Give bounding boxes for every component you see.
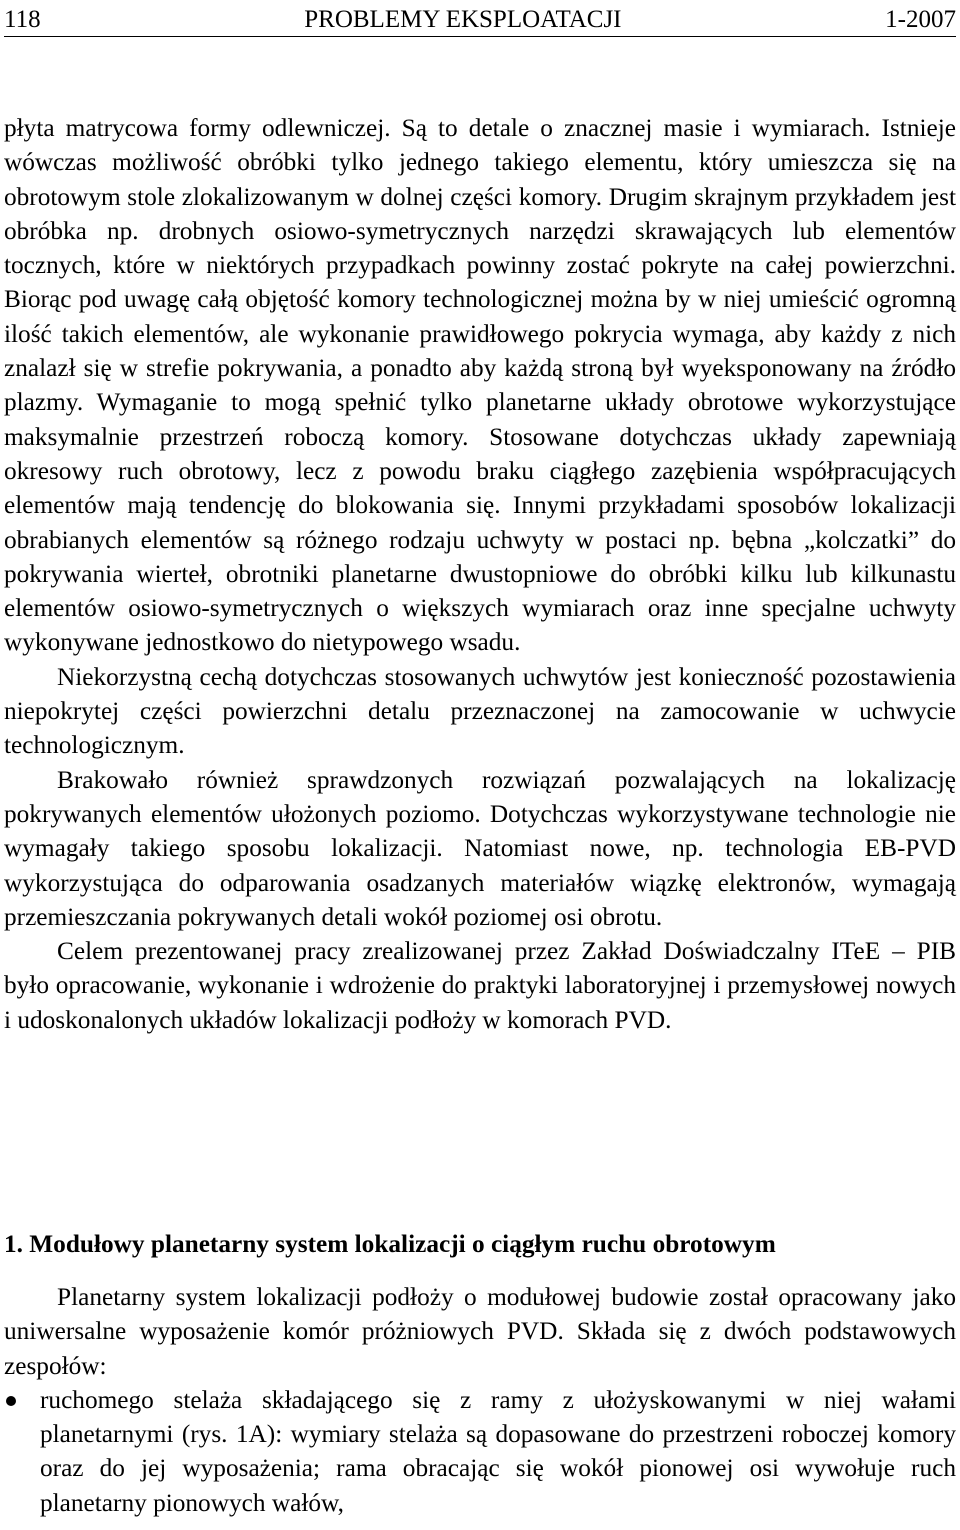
paragraph-5: Planetarny system lokalizacji podłoży o modułowej budowie został opracowany jako uniwersalne wyposażenie komór próżniowych PVD. Składa się z dwóch podstawowych zespołów: [4,1283,956,1380]
paragraph-1-serif-b: Biorąc pod uwagę całą objętość komory technologicznej można by w niej umieścić ogromną ilość takich elementów, ale wykonanie prawidłowego pokrycia wymaga, aby każdy z nich znalazł się w strefie pokrywania, a ponadto aby każdą stroną był wyeksponowany na źródło plazmy. Wymaganie to mogą spełnić tylko planetarne układy obrotowe wykorzystujące maksymalnie przestrzeń roboczą komory. Stosowane dotychczas układy zapewniają okresowy ruch obrotowy, lecz z powodu braku ciągłego zazębienia współpracujących elementów mają tendencję do blokowania się. Innymi przykładami sposobów lokalizacji obrabianych elementów są różnego rodzaju uchwyty w postaci np. bębna „kolczatki” do pokrywania wierteł, obrotniki planetarne dwustopniowe do obróbki kilku lub kilkunastu elementów osiowo-symetrycznych o większych wymiarach oraz inne specjalne uchwyty wykonywane jednostkowo do nietypowego wsadu. [4,285,956,657]
paragraph-4: Celem prezentowanej pracy zrealizowanej przez Zakład Doświadczalny ITeE – PIB było opracowanie, wykonanie i wdrożenie do praktyki laboratoryjnej i przemysłowej nowych i udoskonalonych układów lokalizacji podłoży w komorach PVD. [4,937,956,1034]
journal-title: PROBLEMY EKSPLOATACJI [304,6,622,33]
running-header [4,0,956,34]
paragraph-2: Niekorzystną cechą dotychczas stosowanych uchwytów jest konieczność pozostawienia niepokrytej części powierzchni detalu przeznaczonej na zamocowanie w uchwycie technologicznym. [4,662,956,760]
paragraph-3: Brakowało również sprawdzonych rozwiązań pozwalających na lokalizację pokrywanych elementów ułożonych poziomo. Dotychczas wykorzystywane technologie nie wymagały takiego sposobu lokalizacji. Natomiast nowe, np. technologia EB-PVD wykorzystująca do odparowania osadzanych materiałów wiązkę elektronów, wymagają przemieszczania pokrywanych detali wokół poziomej osi obrotu. [4,765,956,931]
page-number: 118 [4,6,41,33]
paragraph-1-serif-a: płyta matrycowa formy odlewniczej. Są to detale o znacznej masie i wymiarach. Istnieje wówczas możliwość obróbki tylko jednego takiego elementu, który umieszcza się na obrotowym stole zlokalizowanym w dolnej części komory. Drugim skrajnym przykładem jest obróbka np. drobnych osiowo-symetrycznych narzędzi skrawających lub elementów tocznych, które w niektórych przypadkach powinny zostać pokryte na całej powierzchni. [4,114,956,280]
header-divider [4,36,956,37]
main-text [4,111,956,1037]
section-1-text [4,1280,956,1520]
issue-number: 1-2007 [885,6,956,33]
paragraph-1 [4,111,956,660]
section-heading: 1. Modułowy planetarny system lokalizacji o ciągłym ruchu obrotowym [4,1230,776,1258]
list-item [4,1383,956,1520]
list-item-text: ruchomego stelaża składającego się z ramy z ułożyskowanymi w niej wałami planetarnymi (rys. 1A): wymiary stelaża są dopasowane do przestrzeni roboczej komory oraz do jej wyposażenia; rama obracając się wokół pionowej osi wywołuje ruch planetarny pionowych wałów, [40,1385,956,1517]
bullet-icon [6,1396,16,1406]
